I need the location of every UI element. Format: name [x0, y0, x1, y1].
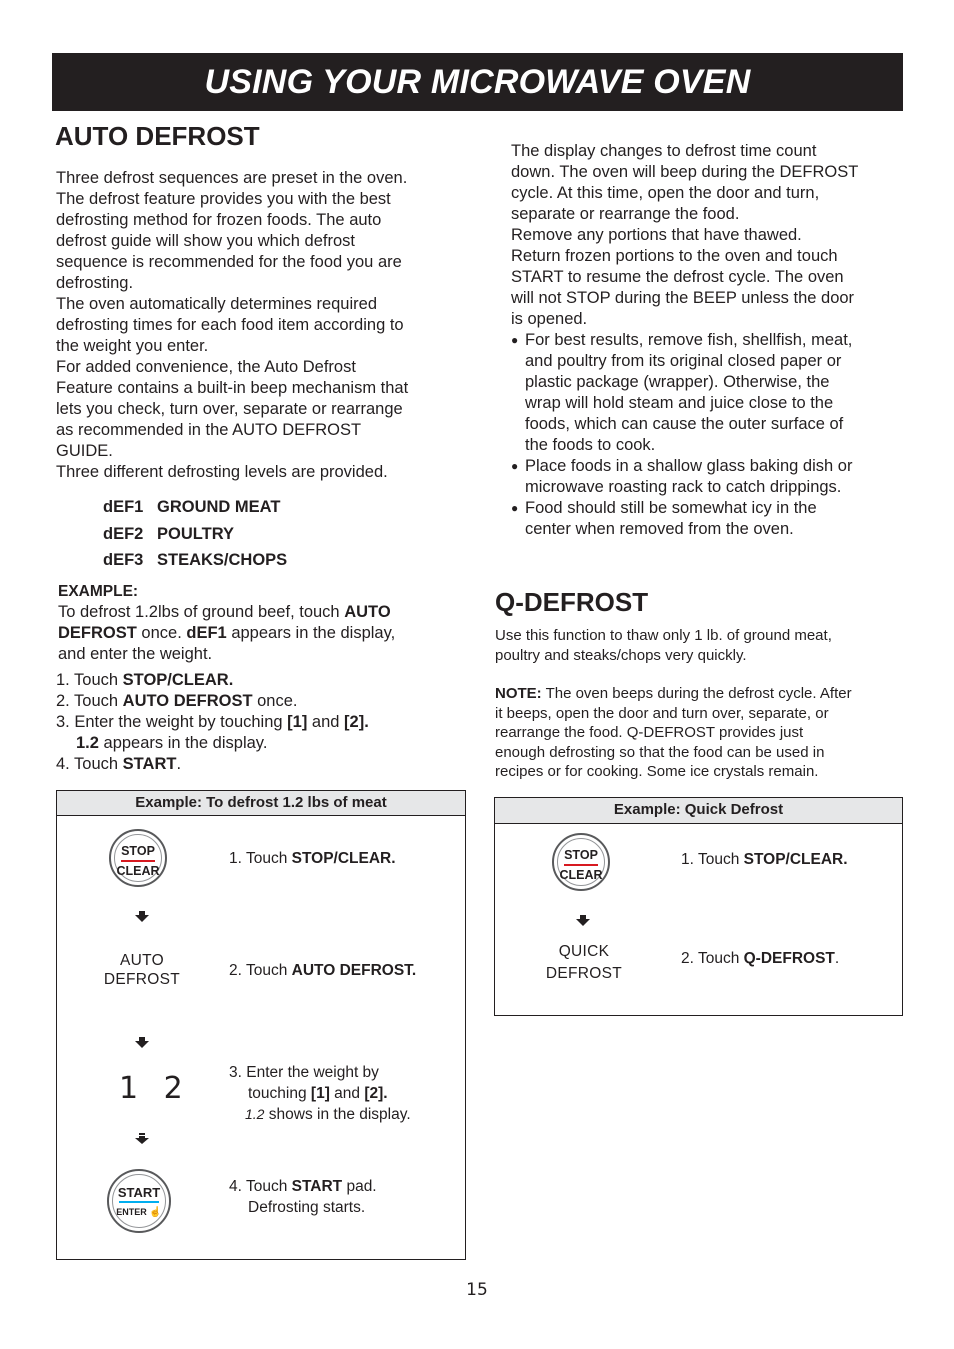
defrost-level	[103, 494, 287, 521]
text-bold: [1]	[287, 713, 308, 731]
desc-line: Use this function to thaw only 1 lb. of ground meat,	[495, 627, 832, 644]
intro-line: The defrost feature provides you with the best	[56, 190, 391, 208]
text-line	[229, 1177, 377, 1198]
text-line	[229, 1084, 454, 1105]
instruction-line: will not STOP during the BEEP unless the door	[511, 289, 855, 307]
clear-label: CLEAR	[116, 864, 160, 878]
start-enter-button[interactable]	[107, 1169, 171, 1233]
defrost-level	[103, 547, 287, 574]
note-line: rearrange the food. Q-DEFROST provides just	[495, 724, 804, 741]
text: 2. Touch	[56, 692, 123, 710]
text: and	[307, 713, 345, 731]
intro-line: sequence is recommended for the food you are	[56, 253, 402, 271]
text-bold: STOP/CLEAR.	[743, 851, 848, 868]
enter-text: ENTER	[116, 1207, 147, 1217]
text: The oven beeps during the defrost cycle. After	[541, 685, 852, 702]
instruction-line: separate or rearrange the food.	[511, 205, 740, 223]
example-block	[58, 581, 458, 665]
intro-line: Three defrost sequences are preset in the oven.	[56, 169, 408, 187]
stop-label: STOP	[564, 848, 598, 862]
instruction-line: Return frozen portions to the oven and touch	[511, 247, 838, 265]
auto-defrost-intro	[56, 168, 446, 483]
level-code: dEF3	[103, 551, 144, 569]
note-line	[495, 684, 900, 704]
page-number: 15	[466, 1280, 488, 1300]
tip-item	[511, 330, 896, 456]
text: shows in the display.	[264, 1106, 411, 1123]
intro-line: the weight you enter.	[56, 337, 209, 355]
text: 4. Touch	[229, 1178, 292, 1195]
level-code: dEF2	[103, 524, 144, 543]
text: 4. Touch	[56, 755, 123, 773]
tip-item	[511, 498, 896, 540]
arrow-down-icon	[135, 1133, 149, 1145]
stop-clear-button[interactable]	[109, 829, 167, 887]
step-line	[56, 733, 456, 754]
auto-defrost-button[interactable]	[97, 951, 187, 989]
text: once.	[136, 624, 187, 642]
auto-label: AUTO	[120, 952, 164, 969]
desc-line: poultry and steaks/chops very quickly.	[495, 646, 747, 664]
level-code: dEF1	[103, 498, 144, 516]
tip-item	[511, 456, 896, 498]
arrow-down-icon	[576, 915, 590, 927]
note-label: NOTE:	[495, 685, 542, 702]
auto-defrost-steps	[56, 670, 456, 775]
tip-line: and poultry from its original closed paper or	[525, 352, 842, 370]
tips-list	[511, 330, 896, 540]
quick-defrost-button[interactable]	[539, 941, 629, 985]
box2-step2	[681, 949, 839, 970]
enter-label	[109, 1207, 169, 1218]
defrost-label: DEFROST	[545, 965, 623, 982]
level-name: GROUND MEAT	[157, 498, 281, 516]
box1-step3	[229, 1063, 454, 1126]
hand-icon: ☝	[149, 1207, 162, 1218]
arrow-down-icon	[135, 1037, 149, 1049]
text-line	[229, 1104, 454, 1126]
step-line	[56, 691, 456, 712]
text-bold: dEF1	[186, 624, 227, 642]
defrost-instructions	[511, 141, 896, 540]
intro-line: defrosting times for each food item according to	[56, 316, 404, 334]
defrost-label: DEFROST	[103, 971, 181, 988]
text-bold: DEFROST	[58, 624, 137, 642]
red-divider	[121, 860, 155, 862]
stop-clear-button[interactable]	[552, 833, 610, 891]
text: and	[329, 1084, 365, 1102]
auto-defrost-heading: AUTO DEFROST	[55, 121, 260, 151]
start-label: START	[117, 1185, 161, 1200]
tip-line: the foods to cook.	[525, 436, 656, 454]
text-bold: START	[122, 755, 177, 773]
blue-divider	[119, 1201, 159, 1203]
text: 1. Touch	[681, 851, 744, 868]
text-bold: AUTO	[344, 603, 391, 621]
step-line	[56, 712, 456, 733]
intro-line: defrosting method for frozen foods. The auto	[56, 211, 382, 229]
text: once.	[252, 692, 298, 710]
text-bold: STOP/CLEAR.	[122, 671, 234, 689]
text-bold: [2].	[364, 1084, 388, 1102]
text-bold: AUTO DEFROST	[122, 692, 253, 710]
tip-line: center when removed from the oven.	[525, 520, 794, 538]
text: .	[176, 755, 182, 773]
instruction-line: cycle. At this time, open the door and turn,	[511, 184, 820, 202]
tip-line: ● Food should still be somewhat icy in the	[525, 499, 817, 517]
text: To defrost 1.2lbs of ground beef, touch	[58, 603, 345, 621]
text-bold: 1.2	[76, 734, 99, 752]
intro-line: lets you check, turn over, separate or rearrange	[56, 400, 403, 418]
text: appears in the display,	[226, 624, 396, 642]
intro-line: defrost guide will show you which defrost	[56, 232, 355, 250]
intro-line: The oven automatically determines required	[56, 295, 378, 313]
step-line	[56, 754, 456, 775]
instruction-line: START to resume the defrost cycle. The oven	[511, 268, 844, 286]
text: 1. Touch	[229, 850, 292, 867]
intro-line: Three different defrosting levels are provided.	[56, 463, 388, 481]
text: 1. Touch	[56, 671, 123, 689]
example-line: and enter the weight.	[58, 645, 213, 663]
text-bold: STOP/CLEAR.	[291, 850, 396, 867]
box1-step2	[229, 961, 416, 982]
step-line	[56, 670, 456, 691]
text: touching	[248, 1084, 311, 1102]
text: .	[834, 950, 840, 967]
tip-line: foods, which can cause the outer surface of	[525, 415, 844, 433]
instruction-line: Remove any portions that have thawed.	[511, 226, 802, 244]
intro-line: Feature contains a built-in beep mechanism that	[56, 379, 409, 397]
q-defrost-note	[495, 684, 900, 782]
box1-step1	[229, 849, 396, 870]
text: 2. Touch	[229, 962, 292, 979]
tip-line: plastic package (wrapper). Otherwise, the	[525, 373, 830, 391]
box1-step4	[229, 1177, 377, 1218]
display-glyph: 1.2	[245, 1106, 265, 1122]
title-banner	[52, 53, 903, 111]
level-name: STEAKS/CHOPS	[157, 551, 288, 569]
tip-line: ● Place foods in a shallow glass baking dish or	[525, 457, 853, 475]
example-box-quick-defrost	[494, 797, 903, 1016]
intro-line: For added convenience, the Auto Defrost	[56, 358, 356, 376]
quick-label: QUICK	[558, 943, 610, 960]
defrost-levels	[103, 494, 287, 574]
example-line	[58, 623, 458, 644]
text-bold: AUTO DEFROST.	[291, 962, 417, 979]
example-box-header: Example: To defrost 1.2 lbs of meat	[57, 791, 465, 816]
example-box-header: Example: Quick Defrost	[495, 798, 902, 824]
note-line: enough defrosting so that the food can be used in	[495, 743, 825, 761]
text-bold: [1]	[310, 1084, 330, 1102]
level-name: POULTRY	[157, 524, 234, 543]
arrow-down-icon	[135, 911, 149, 923]
example-label: EXAMPLE:	[58, 583, 139, 600]
text: 2. Touch	[681, 950, 744, 967]
example-line	[58, 602, 458, 623]
text-bold: [2].	[344, 713, 369, 731]
instruction-line: The display changes to defrost time count	[511, 142, 817, 160]
note-line: it beeps, open the door and turn over, separate, or	[495, 704, 829, 722]
instruction-line: down. The oven will beep during the DEFROST	[511, 163, 859, 181]
intro-line: defrosting.	[56, 274, 134, 292]
stop-label: STOP	[121, 844, 155, 858]
text: pad.	[342, 1178, 377, 1195]
page-title: USING YOUR MICROWAVE OVEN	[204, 63, 751, 101]
tip-line: wrap will hold steam and juice close to the	[525, 394, 834, 412]
display-readout: 1 2	[119, 1071, 191, 1106]
text: 3. Enter the weight by touching	[56, 713, 288, 731]
intro-line: as recommended in the AUTO DEFROST	[56, 421, 362, 439]
text-bold: Q-DEFROST	[743, 950, 835, 967]
defrost-level	[103, 521, 287, 548]
tip-line: microwave roasting rack to catch drippings.	[525, 478, 842, 496]
box2-step1	[681, 850, 848, 871]
tip-line: ● For best results, remove fish, shellfish, meat,	[525, 331, 853, 349]
clear-label: CLEAR	[559, 868, 603, 882]
note-line: recipes or for cooking. Some ice crystals remain.	[495, 763, 819, 780]
text: Defrosting starts.	[248, 1198, 366, 1216]
instruction-line: is opened.	[511, 310, 588, 328]
q-defrost-description	[495, 626, 900, 665]
q-defrost-heading: Q-DEFROST	[495, 587, 649, 617]
example-box-auto-defrost	[56, 790, 466, 1260]
text-bold: START	[291, 1178, 343, 1195]
intro-line: GUIDE.	[56, 442, 113, 460]
red-divider	[564, 864, 598, 866]
text: appears in the display.	[98, 734, 268, 752]
text: 3. Enter the weight by	[229, 1064, 379, 1081]
